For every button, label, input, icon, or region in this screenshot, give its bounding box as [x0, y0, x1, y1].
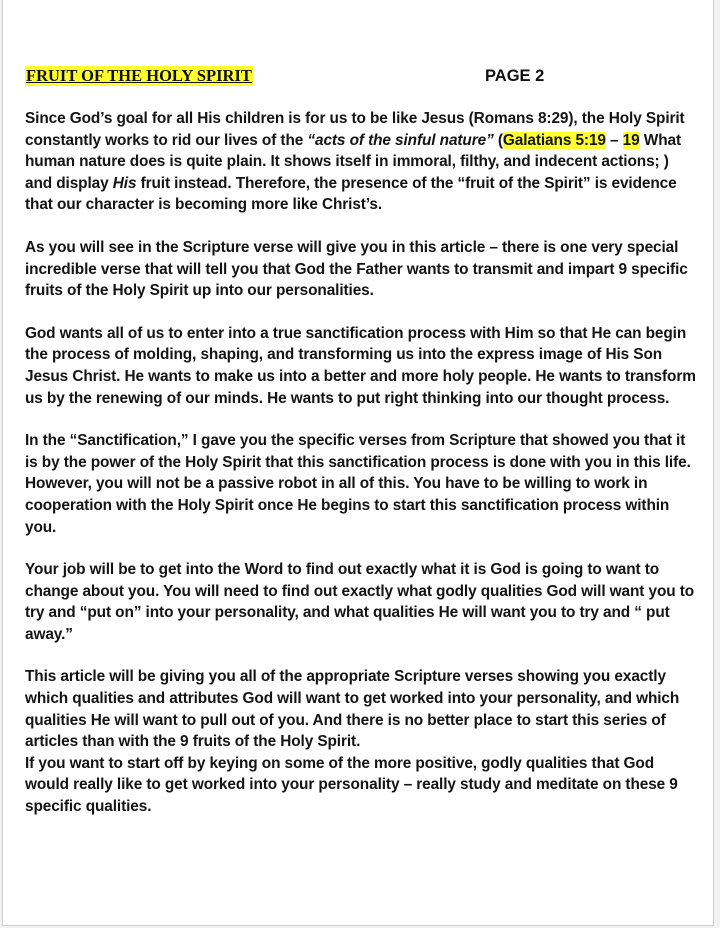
paragraph-4: In the “Sanctification,” I gave you the specific verses from Scripture that showed you that it is by the power of the Holy Spirit that this sanctification process is done with you in this life. However, you will not be a passive robot in all of this. You have to be willing to work in cooperation with the Holy Spirit once He begins to start this sanctification process within you.	[25, 432, 691, 536]
paragraph-3: God wants all of us to enter into a true sanctification process with Him so that He can begin the process of molding, shaping, and transforming us into the express image of His Son Jesus Christ. He wants to make us into a better and more holy people. He wants to transform us by the renewing of our minds. He wants to put right thinking into our thought process.	[25, 324, 696, 407]
page-header	[25, 66, 685, 88]
paragraph-5: Your job will be to get into the Word to find out exactly what it is God is going to want to change about you. You will need to find out exactly what godly qualities God will want you to try and “put on” into your personality, and what qualities He will want you to try and “ put away.”	[25, 561, 695, 643]
paragraph-7: If you want to start off by keying on some of the more positive, godly qualities that God would really like to get worked into your personality – really study and meditate on these 9 specific qualities.	[25, 754, 678, 816]
highlighted-verse-number: 19	[622, 131, 640, 149]
text-run: What human nature does is quite plain. It shows itself in immoral, filthy, and indecent actions; ) and display	[25, 131, 681, 192]
document-body	[25, 108, 697, 818]
document-title: FRUIT OF THE HOLY SPIRIT	[26, 66, 252, 85]
text-run: Since God’s goal for all His children is for us to be like Jesus (Romans 8:29), the Holy Spirit constantly works to rid our lives of the	[25, 110, 685, 149]
text-run: (	[493, 131, 503, 149]
paragraph-6: This article will be giving you all of the appropriate Scripture verses showing you exactly which qualities and attributes God will want to get worked into your personality, and which qualities He will want to pull out of you. And there is no better place to start this series of articles than with the 9 fruits of the Holy Spirit.	[25, 668, 680, 751]
italic-word: His	[112, 174, 137, 192]
page-number: PAGE 2	[485, 67, 545, 85]
text-run: fruit instead. Therefore, the presence of the “fruit of the Spirit” is evidence that our character is becoming more like Christ’s.	[25, 174, 677, 214]
paragraph-1	[25, 108, 697, 216]
italic-quote: “acts of the sinful nature”	[307, 131, 494, 149]
highlighted-reference: Galatians 5:19	[502, 131, 606, 149]
paragraph-2: As you will see in the Scripture verse will give you in this article – there is one very special incredible verse that will tell you that God the Father wants to transmit and impart 9 specific fruits of the Holy Spirit up into our personalities.	[25, 238, 688, 300]
text-run: –	[605, 131, 623, 149]
document-page	[2, 0, 714, 926]
